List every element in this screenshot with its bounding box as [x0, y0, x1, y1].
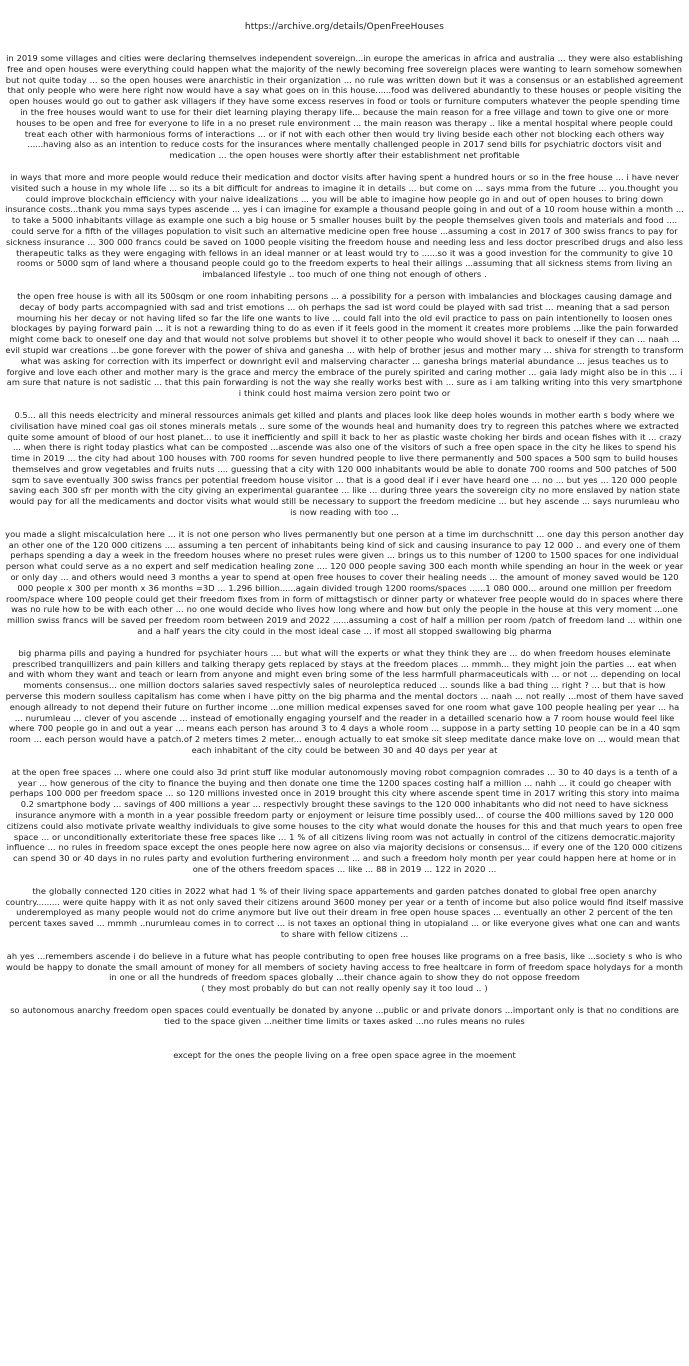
paragraph-globally-connected-cities: the globally connected 120 cities in 2022 what had 1 % of their living space appartements and garden patches donated to global free open anarchy country......... were quite happy with it as not only saved their citizens around 3600 money per year or a tenth of income but also police would find itself massive underemployed as many people would not do crime anymore but live out their dream in free open house spaces ... eventually an other 2 percent of the ten percent taxes saved ... mmmh ..nurumleau comes in to correct ... is not taxes an optional thing in utopialand ... or like everyone gives what one can and wants to share with fellow citizens ...	[5, 885, 684, 939]
document-url-title: https://archive.org/details/OpenFreeHouses	[244, 22, 445, 32]
paragraph-closing-exception: except for the ones the people living on a free open space agree in the moement	[173, 1049, 516, 1060]
paragraph-open-free-house-healing: the open free house is with all its 500sqm or one room inhabiting persons ... a possibility for a person with imbalancies and blockages causing damage and decay of body parts accompagnied with sad and trist emotions ... oh perhaps the sad ist word could be played with sad trist ... meaning that a sad person mourning his her decay or not having lifed so far the life one wants to live ... could fall into the old evil practice to pass on pain intentionelly to loosen ones blockages by paying forward pain ... it is not a rewarding thing to do as even if it feels good in the moment it creates more problems ...like the pain forwarded might come back to oneself one day and that would not solve problems but shovel it to other people who would shovel it back to oneself if they can ... naah ... evil stupid war creations ...be gone forever with the power of shiva and ganesha ... with help of brother jesus and mother mary ... shiva for strength to transform what was asking for correction with its imperfect or downright evil and malserving character ... ganesha brings material abundance ... jesus teaches us to forgive and love each other and mother mary is the grace and mercy the embrace of the purely spirited and caring mother ... gaia lady might also be in this ... i am sure that nature is not sadistic ... that this pain forwarding is not the way she really works best with ... sure as i am talking writing into this very smartphone i think could host maima version zero point two or	[5, 290, 684, 399]
paragraph-no-conditions: so autonomous anarchy freedom open spaces could eventually be donated by anyone ...public or and private donors ...important only is that no conditions are tied to the space given ...neither time limits or taxes asked ...no rules means no rules	[10, 1004, 679, 1026]
paragraph-resources-city-donation: 0.5... all this needs electricity and mineral ressources animals get killed and plants and places look like deep holes wounds in mother earth s body where we civilisation have mined coal gas oil stones minerals metals .. sure some of the wounds heal and humanity does try to regreen this patches where we extracted quite some amount of blood of our host planet... to use it inefficiently and spill it back to her as plastic waste choking her birds and ocean fishes with it ... crazy ... when there is right today plastics what can be composted ...ascende was also one of the visitors of such a free open space in the city he likes to spend his time in 2019 ... the city had about 100 houses with 700 rooms for seven hundred people to live there permanently and 500 spaces a 500 sqm to build houses themselves and grow vegetables and fruits nuts .... guessing that a city with 120 000 inhabitants would be able to donate 700 rooms and 500 patches of 500 sqm to save eventually 300 swiss francs per potential freedom house visitor ... that is a good deal if i ever have heard one ... no ... but yes ... 120 000 people saving each 300 sfr per month with the city giving an experimental guarantee ... like ... during three years the sovereign city no more enslaved by nation state would pay for all the medicaments and doctor visits what would still be necessary to support the freedom medicine ... but hey ascende ... says nurumleau who is now reading with too ...	[7, 409, 682, 518]
paragraph-intro-free-houses: in 2019 some villages and cities were declaring themselves independent sovereign...in europe the americas in africa and australia ... they were also establishing free and open houses were everything could happen what the majority of the newly becoming free sovereign places were wanting to learn somehow somewhen but not quite today ... so the open houses were anarchistic in their organization ... no rule was written down but it was a consensus or an established agreement that only people who were here right now would have a say what goes on in this house......food was delivered abundantly to these houses or people visiting the open houses would go out to gather ask villagers if they have some excess reserves in food or tools or furniture computers whatever the people spending time in the free houses would want to use for their diet learning playing therapy life... because the main reason for a free village and town to give one or more houses to be open and free for everyone to life in a no preset rule environment ... the main reason was therapy .. like a mental hospital where people could treat each other with harmonious forms of interactions ... or if not with each other then would try living beside each other not blocking each others way ......having also as an intention to reduce costs for the insurances where mentally challenged people in 2017 send bills for psychiatric doctors visit and medication ... the open houses were shortly after their establishment net profitable	[5, 53, 684, 161]
paragraph-parenthetical-note: ( they most probably do but can not really openly say it too loud .. )	[201, 983, 488, 994]
paragraph-miscalculation-savings: you made a slight miscalculation here ... it is not one person who lives permanently but one person at a time im durchschnitt ... one day this person another day an other one of the 120 000 citizens .... assuming a ten percent of inhabitants being kind of sick and causing insurance to pay 12 000 .. and every one of them perhaps spending a day a week in the freedom houses where no preset rules were given ... brings us to this number of 1200 to 1500 spaces for one individual person what could serve as a no expert and self medication healing zone .... 120 000 people saving 300 each month while spending an hour in the week or year or only day ... and others would need 3 months a year to spend at open free houses to cover their healing needs ... the amount of money saved would be 120 000 people x 300 per month x 36 months =3D ... 1.296 billion......again divided trough 1200 rooms/spaces ......1 080 000... around one million per freedom room/space where 100 people could get their freedom fixes from in form of mittagstisch or dinner party or whatever free people would do in spaces where there was no rule how to be with each other ... no one would decide who lives how long where and how but only the people in the house at this very moment ...one million swiss francs will be saved per freedom room between 2019 and 2022 ......assuming a cost of half a million per room /patch of freedom land ... within one and a half years the city could in the most ideal case ... if most all stopped swallowing big pharma	[5, 528, 684, 637]
paragraph-big-pharma: big pharma pills and paying a hundred for psychiater hours .... but what will the experts or what they think they are ... do when freedom houses eleminate prescribed tranquillizers and pain killers and talking therapy gets replaced by stays at the freedom places ... mmmh... they might join the parties ... eat when and with whom they want and teach or learn from anyone and might even bring some of the less harmfull pharmaceuticals with ... or not ... depending on local moments consensus... one million doctors salaries saved respectivly sales of neuroleptica reduced ... sounds like a bad thing ... right ? ... but that is how perverse this modern soulless capitalism has come when i have pitty on the big pharma and the mental doctors ... naah ... not really ...most of them have saved enough allready to not depend their future on further income ...one million medical expenses saved for one room what gave 100 people healing per year ... ha ... nurumleau ... clever of you ascende ... instead of emotionally engaging yourself and the reader in a detailled scenario how a 7 room house would feel like where 700 people go in and out a year ... means each person has around 3 to 4 days a whole room ... suppose in a party setting 10 people can be in a 40 sqm room ... each person would have a patch.of 2 meters times 2 meter... enough actually to eat smoke sit sleep meditate dance make love on ... would mean that each inhabitant of the city could be between 30 and 40 days per year at	[5, 647, 684, 756]
paragraph-open-free-spaces: at the open free spaces ... where one could also 3d print stuff like modular autonomously moving robot compagnion comrades ... 30 to 40 days is a tenth of a year ... how generous of the city to finance the buying and then donate one time the 1200 spaces costing half a million ... nahh ... it could go cheaper with perhaps 100 000 per freedom space ... so 120 millions invested once in 2019 brought this city where ascende spent time in 2017 writing this story into maima 0.2 smartphone body ... savings of 400 millions a year ... respectivly brought these savings to the 120 000 inhabitants who did not need to have sickness insurance anymore with a month in a year possible freedom party or enjoyment or leisure time possibly used... of course the 400 millions saved by 120 000 citizens could also motivate private wealthy individuals to give some houses to the city what would donate the houses for this and that much years to open free space ... or unconditionally exteritoriate these free spaces like ... 1 % of all citizens living room was not actually in control of the citizens democratic.majority influence ... no rules in freedom space except the ones people here now agree on also via majority decisions or consensus... if every one of the 120 000 citizens can spend 30 or 40 days in no rules party and evolution furthering environment ... and such a freedom holy month per year could happen here at home or in one of the others freedom spaces ... like ... 88 in 2019 ... 122 in 2020 ...	[6, 766, 683, 874]
paragraph-future-donations: ah yes ...remembers ascende i do believe in a future what has people contributing to open free houses like programs on a free basis, like ...society s who is who would be happy to donate the small amount of money for all members of society having access to free healtcare in form of freedom space holydays for a month in one or all the hundreds of freedom spaces globally ...their chance again to show they do not oppose freedom	[6, 950, 683, 983]
paragraph-medication-reduction: in ways that more and more people would reduce their medication and doctor visits after having spent a hundred hours or so in the free house ... i have never visited such a house in my whole life ... so its a bit difficult for andreas to imagine it in details ... but come on ... says mma from the future ... you.thought you could improve blockchain efficiency with your naive idealizations ... you will be able to imagine how people go in and out of open houses to bring down insurance costs...thank you mma says types ascende ... yes i can imagine for example a thousand people going in and out of a 10 room house within a month ... to take a 5000 inhabitants village as example one such a big house or 5 smaller houses built by the people themselves given tools and materials and food .... could serve for a fifth of the villages population to visit such an alternative medicine open free house ...assuming a cost in 2017 of 300 swiss francs to pay for sickness insurance ... 300 000 francs could be saved on 1000 people visiting the freedom house and needing less and less doctor prescribed drugs and also less therapeutic talks as they were engaging with fellows in an ideal manner or at least would try to ......so it was a good investion for the community to give 10 rooms or 5000 sqm of land where a thousand people could go to the freedom experts to heal their ailings ...assuming that all sickness stems from living an imbalanced lifestyle .. too much of one thing not enough of others .	[5, 171, 684, 280]
